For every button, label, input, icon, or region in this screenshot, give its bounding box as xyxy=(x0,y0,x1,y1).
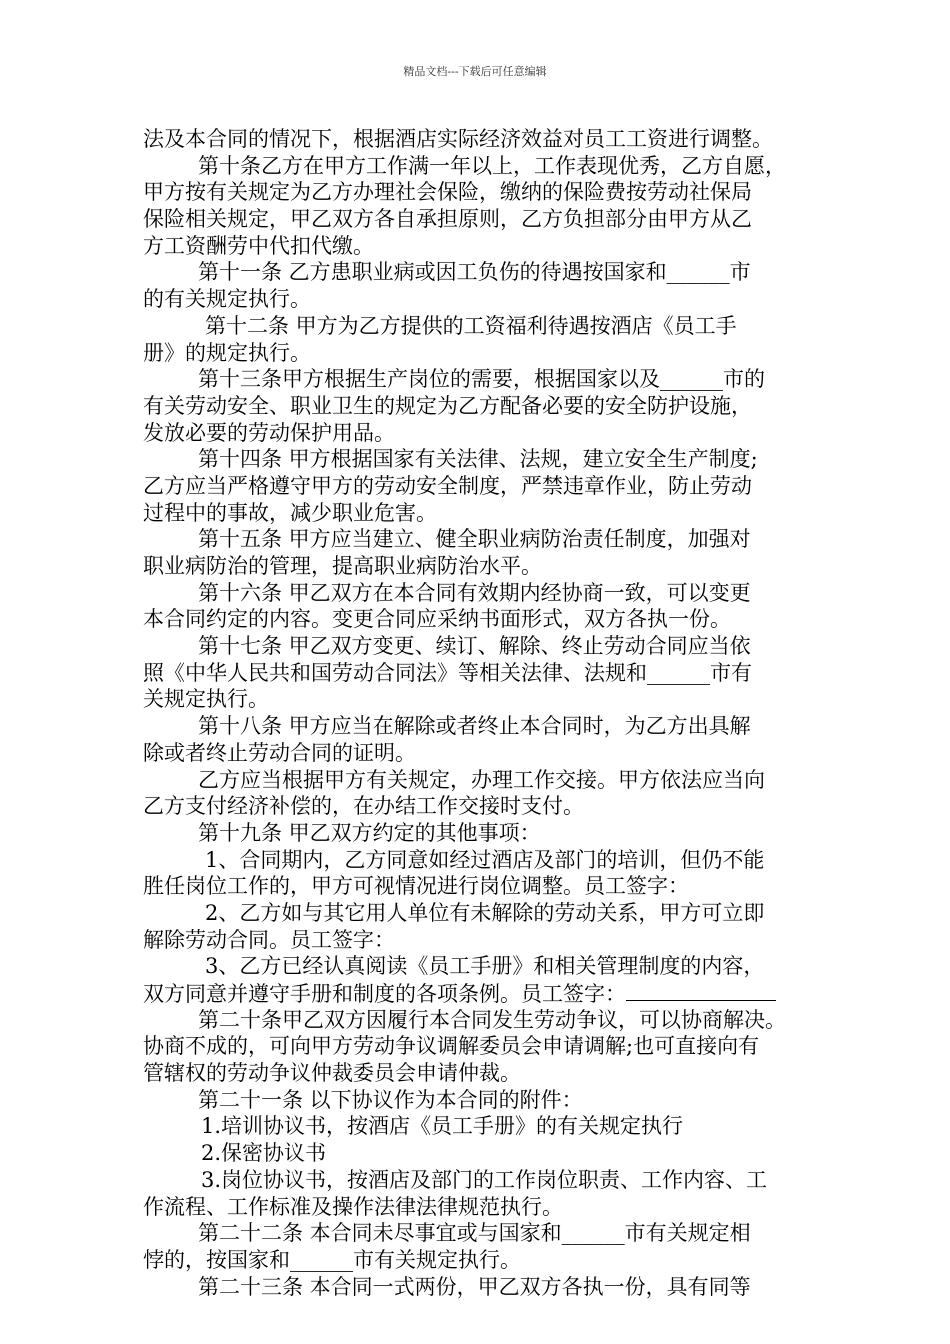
text-line: 管辖权的劳动争议仲裁委员会申请仲裁。 xyxy=(143,1061,521,1086)
text-line: 照《中华人民共和国劳动合同法》等相关法律、法规和______市有 xyxy=(143,660,752,685)
attachment-1-line: 1.培训协议书，按酒店《员工手册》的有关规定执行 xyxy=(201,1114,684,1139)
article-22-line: 第二十二条 本合同未尽事宜或与国家和______市有关规定相 xyxy=(198,1221,751,1246)
article-10-line: 第十条乙方在甲方工作满一年以上，工作表现优秀，乙方自愿， xyxy=(198,153,786,178)
text-line: 解除劳动合同。员工签字： xyxy=(143,927,395,952)
clause-3-line: 3、乙方已经认真阅读《员工手册》和相关管理制度的内容， xyxy=(205,954,765,979)
text-line: 乙方支付经济补偿的，在办结工作交接时支付。 xyxy=(143,794,584,819)
attachment-2-line: 2.保密协议书 xyxy=(201,1141,327,1166)
text-line: 法及本合同的情况下，根据酒店实际经济效益对员工工资进行调整。 xyxy=(143,127,773,151)
text-line: 悖的，按国家和______市有关规定执行。 xyxy=(143,1247,521,1272)
clause-1-line: 1、合同期内，乙方同意如经过酒店及部门的培训，但仍不能 xyxy=(205,847,765,872)
text-line: 过程中的事故，减少职业危害。 xyxy=(143,500,437,525)
document-body xyxy=(143,126,823,1300)
clause-2-line: 2、乙方如与其它用人单位有未解除的劳动关系，甲方可立即 xyxy=(205,900,765,925)
text-line: 有关劳动安全、职业卫生的规定为乙方配备必要的安全防护设施， xyxy=(143,393,752,418)
text-line: 保险相关规定，甲乙双方各自承担原则，乙方负担部分由甲方从乙 xyxy=(143,207,752,232)
text-line: 关规定执行。 xyxy=(143,687,269,712)
article-16-line: 第十六条 甲乙双方在本合同有效期内经协商一致，可以变更 xyxy=(198,580,751,605)
text-line: 乙方应当严格遵守甲方的劳动安全制度，严禁违章作业，防止劳动 xyxy=(143,473,752,498)
signature-blank xyxy=(626,980,776,1001)
text-line: 册》的规定执行。 xyxy=(143,340,311,365)
text-line: 的有关规定执行。 xyxy=(143,287,311,312)
text-line: 职业病防治的管理，提高职业病防治水平。 xyxy=(143,554,542,578)
text-line: 协商不成的，可向甲方劳动争议调解委员会申请调解;也可直接向有 xyxy=(143,1034,760,1059)
article-11-line: 第十一条 乙方患职业病或因工负伤的待遇按国家和______市 xyxy=(198,260,751,285)
article-14-line: 第十四条 甲方根据国家有关法律、法规，建立安全生产制度; xyxy=(198,447,758,472)
article-18-line: 第十八条 甲方应当在解除或者终止本合同时，为乙方出具解 xyxy=(198,714,751,739)
article-21-line: 第二十一条 以下协议作为本合同的附件： xyxy=(198,1087,583,1112)
text-line: 乙方应当根据甲方有关规定，办理工作交接。甲方依法应当向 xyxy=(198,767,765,792)
text-line: 本合同约定的内容。变更合同应采纳书面形式，双方各执一份。 xyxy=(143,607,731,632)
text-span: 双方同意并遵守手册和制度的各项条例。员工签字： xyxy=(143,982,626,1006)
article-23-line: 第二十三条 本合同一式两份，甲乙双方各执一份，具有同等 xyxy=(198,1274,751,1299)
text-line-with-signature xyxy=(143,980,823,1007)
text-line: 甲方按有关规定为乙方办理社会保险，缴纳的保险费按劳动社保局 xyxy=(143,180,752,205)
article-17-line: 第十七条 甲乙双方变更、续订、解除、终止劳动合同应当依 xyxy=(198,634,751,659)
page-header: 精品文档---下载后可任意编辑 xyxy=(403,65,547,78)
article-15-line: 第十五条 甲方应当建立、健全职业病防治责任制度，加强对 xyxy=(198,527,751,552)
text-line: 胜任岗位工作的，甲方可视情况进行岗位调整。员工签字： xyxy=(143,874,689,899)
article-13-line: 第十三条甲方根据生产岗位的需要，根据国家以及______市的 xyxy=(198,367,765,392)
attachment-3-line: 3.岗位协议书，按酒店及部门的工作岗位职责、工作内容、工 xyxy=(201,1167,768,1192)
article-12-line: 第十二条 甲方为乙方提供的工资福利待遇按酒店《员工手 xyxy=(205,313,737,338)
text-line: 发放必要的劳动保护用品。 xyxy=(143,420,395,445)
text-line: 除或者终止劳动合同的证明。 xyxy=(143,740,416,765)
article-19-line: 第十九条 甲乙双方约定的其他事项： xyxy=(198,820,541,845)
text-line: 作流程、工作标准及操作法律法律规范执行。 xyxy=(143,1194,563,1219)
article-20-line: 第二十条甲乙双方因履行本合同发生劳动争议，可以协商解决。 xyxy=(198,1007,786,1032)
text-line: 方工资酬劳中代扣代缴。 xyxy=(143,233,374,258)
